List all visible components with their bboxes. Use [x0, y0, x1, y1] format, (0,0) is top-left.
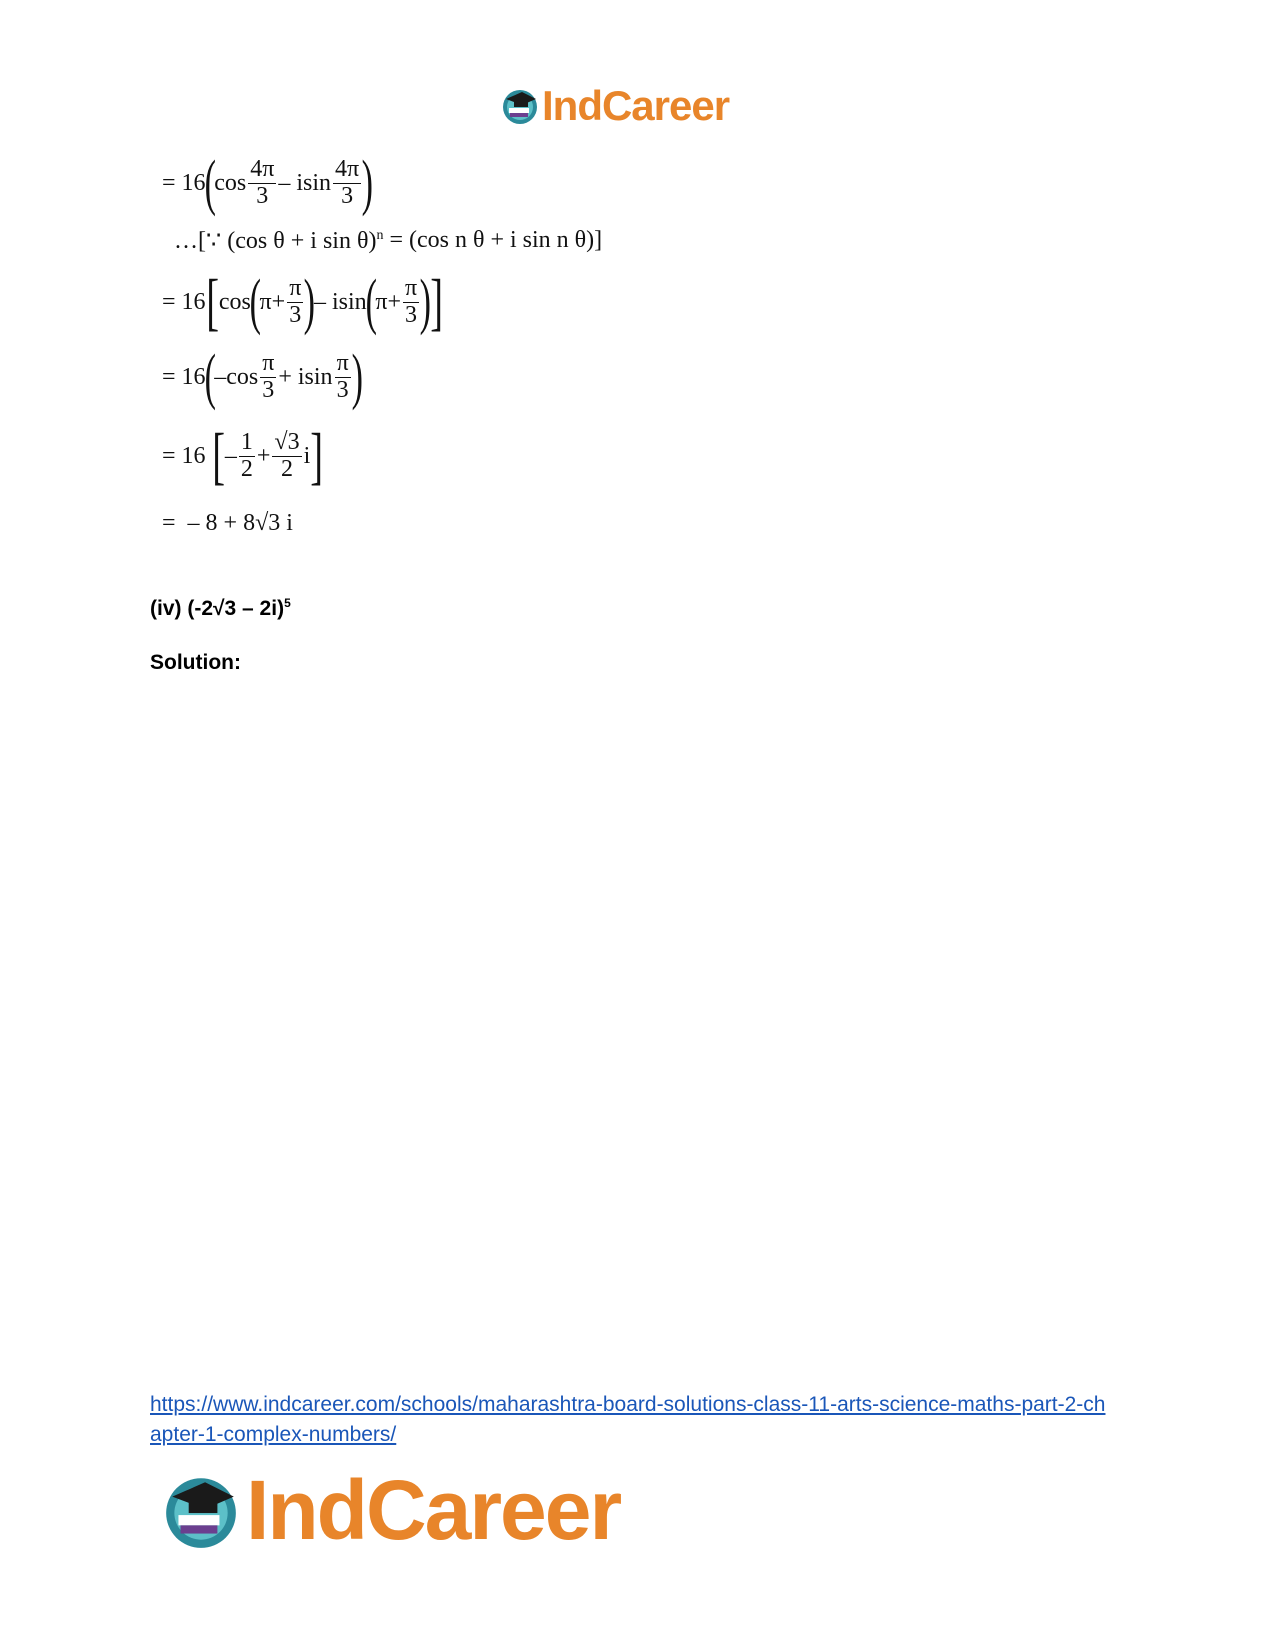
equation-line-3 [162, 343, 363, 411]
denominator: 3 [336, 376, 349, 403]
denominator: 2 [240, 455, 253, 482]
fraction [248, 157, 276, 208]
left-paren: ( [204, 149, 216, 217]
numerator: π [404, 275, 418, 302]
fraction [260, 351, 276, 402]
minus-sign: – [278, 169, 291, 196]
plus-sign: + [256, 442, 271, 469]
numerator: √3 [274, 429, 300, 456]
footer-logo [160, 1462, 620, 1559]
equals-sign: = [162, 288, 176, 315]
right-bracket: ] [430, 266, 443, 337]
solution-heading: Solution: [150, 651, 241, 674]
denominator: 3 [289, 301, 302, 328]
right-paren: ) [303, 268, 316, 336]
left-paren: ( [204, 343, 216, 411]
denominator: 2 [280, 455, 293, 482]
equation-line-2 [162, 266, 443, 337]
equation-line-5 [162, 510, 293, 537]
logo-wordmark: IndCareer [246, 1463, 621, 1557]
right-bracket: ] [310, 420, 324, 491]
equals-sign: = [162, 169, 176, 196]
header-logo [500, 82, 729, 130]
fraction [272, 430, 301, 481]
left-paren: ( [249, 268, 261, 336]
question-exponent: 5 [284, 596, 291, 610]
question-text: (iv) (-2√3 – 2i) [150, 597, 285, 620]
identity-lhs: …[∵ (cos θ + i sin θ) [174, 228, 377, 254]
identity-line [174, 226, 602, 255]
plus-sign: + [387, 288, 401, 315]
numerator: π [262, 350, 275, 377]
numerator: π [289, 275, 302, 302]
plus-sign: + [271, 288, 286, 315]
identity-exponent: n [376, 228, 384, 243]
minus-sign: – [224, 442, 237, 469]
numerator: π [336, 350, 349, 377]
source-url-link[interactable]: https://www.indcareer.com/schools/maharashtra-board-solutions-class-11-arts-science-maths-part-2-chapter-1-complex-numbers/ [150, 1393, 1106, 1446]
final-result: – 8 + 8√3 i [187, 510, 293, 536]
isin-text: isin [297, 363, 333, 390]
pi-symbol: π [375, 288, 388, 315]
right-paren: ) [361, 149, 374, 217]
imaginary-unit: i [303, 442, 311, 469]
isin-text: isin [331, 288, 367, 315]
plus-sign: + [278, 363, 292, 390]
equation-line-4 [162, 420, 324, 491]
left-paren: ( [365, 268, 377, 336]
equals-sign: = [162, 510, 176, 536]
graduation-cap-icon [160, 1470, 242, 1552]
logo-wordmark: IndCareer [542, 82, 730, 129]
coefficient: 16 [181, 288, 206, 315]
identity-rhs: = (cos n θ + i sin n θ)] [389, 227, 603, 253]
fraction [287, 276, 303, 327]
coefficient: 16 [181, 169, 206, 196]
fraction [239, 430, 255, 481]
left-bracket: [ [211, 420, 225, 491]
cos-text: cos [214, 169, 247, 196]
question-label [150, 596, 291, 621]
fraction [333, 157, 361, 208]
equals-sign: = [162, 363, 176, 390]
coefficient: 16 [181, 363, 206, 390]
cos-text: cos [218, 288, 251, 315]
coefficient: 16 [181, 442, 206, 469]
graduation-cap-icon [500, 86, 540, 126]
isin-text: isin [296, 169, 332, 196]
denominator: 3 [341, 182, 354, 209]
neg-cos-text: –cos [214, 363, 259, 390]
pi-symbol: π [259, 288, 272, 315]
denominator: 3 [256, 182, 269, 209]
fraction [403, 276, 419, 327]
right-paren: ) [419, 268, 432, 336]
numerator: 4π [335, 156, 360, 183]
right-paren: ) [351, 343, 363, 411]
denominator: 3 [405, 301, 418, 328]
minus-sign: – [313, 288, 326, 315]
numerator: 1 [240, 429, 253, 456]
denominator: 3 [262, 376, 275, 403]
equation-line-1 [162, 149, 374, 217]
fraction [335, 351, 351, 402]
equals-sign: = [162, 442, 176, 469]
left-bracket: [ [205, 266, 219, 337]
numerator: 4π [250, 156, 275, 183]
